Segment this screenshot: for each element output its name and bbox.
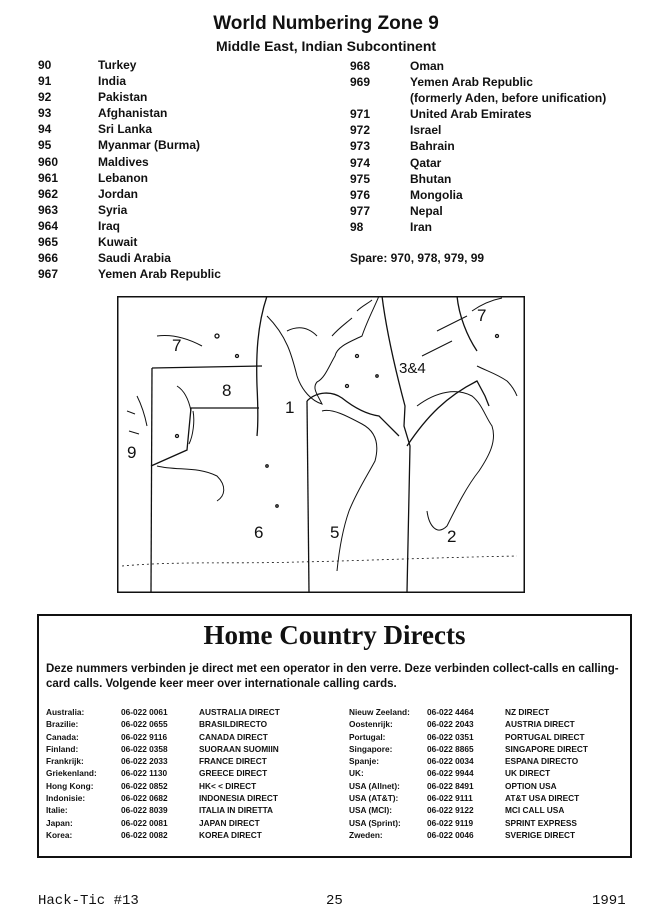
direct-number: 06-022 0655 bbox=[121, 719, 168, 730]
country-name: Kuwait bbox=[98, 235, 138, 250]
country-name: Yemen Arab Republic bbox=[410, 75, 533, 90]
direct-country: Singapore: bbox=[349, 743, 393, 754]
dialing-code: 971 bbox=[350, 107, 371, 122]
zone-label: 2 bbox=[447, 527, 457, 546]
dialing-code: 961 bbox=[38, 170, 59, 185]
country-code-row bbox=[350, 138, 606, 154]
direct-country: Zweden: bbox=[349, 829, 383, 840]
zone-label: 3&4 bbox=[399, 360, 426, 377]
direct-number: 06-022 9119 bbox=[427, 817, 474, 828]
country-name: Israel bbox=[410, 123, 442, 138]
country-name: Bahrain bbox=[410, 139, 455, 154]
country-code-row bbox=[350, 171, 606, 187]
direct-service: CANADA DIRECT bbox=[199, 731, 268, 742]
direct-row bbox=[349, 767, 588, 779]
dialing-code: 94 bbox=[38, 122, 52, 137]
country-code-row bbox=[38, 137, 221, 153]
direct-row bbox=[46, 829, 280, 841]
direct-service: SPRINT EXPRESS bbox=[505, 817, 577, 828]
dialing-code: 969 bbox=[350, 75, 371, 90]
direct-country: Finland: bbox=[46, 743, 79, 754]
dialing-code: 92 bbox=[38, 90, 52, 105]
direct-number: 06-022 4464 bbox=[427, 707, 474, 717]
dialing-code: 966 bbox=[38, 251, 59, 266]
page-title: World Numbering Zone 9 bbox=[213, 13, 439, 34]
country-code-list-left bbox=[38, 57, 221, 282]
zone-label: 7 bbox=[477, 306, 487, 325]
country-name: Bhutan bbox=[410, 171, 452, 186]
dialing-code: 93 bbox=[38, 106, 52, 121]
dialing-code: 977 bbox=[350, 203, 371, 218]
directs-list-left bbox=[46, 706, 280, 841]
country-code-row bbox=[38, 170, 221, 186]
country-code-row bbox=[350, 58, 606, 74]
direct-number: 06-022 2043 bbox=[427, 719, 474, 730]
country-code-row bbox=[350, 122, 606, 138]
country-name: Afghanistan bbox=[98, 106, 168, 121]
country-code-row bbox=[38, 154, 221, 170]
dialing-code: 960 bbox=[38, 154, 59, 169]
direct-country: USA (MCI): bbox=[349, 805, 393, 816]
country-code-row bbox=[350, 106, 606, 122]
directs-list-right bbox=[349, 706, 588, 841]
footer-publication: Hack-Tic #13 bbox=[38, 893, 139, 909]
world-zone-map bbox=[117, 296, 525, 593]
direct-row bbox=[46, 767, 280, 779]
direct-number: 06-022 0682 bbox=[121, 793, 168, 804]
dialing-code: 973 bbox=[350, 139, 371, 154]
direct-row bbox=[349, 731, 588, 743]
zone-label: 7 bbox=[172, 336, 182, 355]
direct-country: USA (Sprint): bbox=[349, 817, 401, 828]
country-code-row bbox=[38, 202, 221, 218]
direct-country: Griekenland: bbox=[46, 768, 97, 779]
direct-row bbox=[46, 718, 280, 730]
country-name: Maldives bbox=[98, 154, 149, 169]
direct-service: NZ DIRECT bbox=[505, 707, 550, 717]
country-name: Mongolia bbox=[410, 187, 463, 202]
direct-number: 06-022 0082 bbox=[121, 829, 168, 840]
country-name: Nepal bbox=[410, 203, 443, 218]
direct-service: JAPAN DIRECT bbox=[199, 817, 260, 828]
dialing-code: 90 bbox=[38, 58, 52, 72]
country-name: Pakistan bbox=[98, 90, 148, 105]
direct-country: USA (AT&T): bbox=[349, 793, 399, 804]
direct-country: Korea: bbox=[46, 829, 73, 840]
direct-number: 06-022 0358 bbox=[121, 743, 168, 754]
dialing-code: 975 bbox=[350, 171, 371, 186]
direct-country: Hong Kong: bbox=[46, 780, 94, 791]
direct-row bbox=[349, 829, 588, 841]
direct-row bbox=[349, 706, 588, 718]
dialing-code: 95 bbox=[38, 138, 52, 153]
country-name: Sri Lanka bbox=[98, 122, 153, 137]
country-code-row bbox=[38, 121, 221, 137]
zone-label: 6 bbox=[254, 523, 264, 542]
direct-number: 06-022 0034 bbox=[427, 756, 474, 767]
country-code-row bbox=[350, 155, 606, 171]
country-name: Yemen Arab Republic bbox=[98, 267, 221, 282]
dialing-code: 972 bbox=[350, 123, 371, 138]
direct-service: MCI CALL USA bbox=[505, 805, 565, 816]
dialing-code: 91 bbox=[38, 74, 52, 89]
direct-service: FRANCE DIRECT bbox=[199, 756, 267, 767]
country-name: Saudi Arabia bbox=[98, 251, 171, 266]
direct-row bbox=[46, 780, 280, 792]
direct-service: SUORAAN SUOMIIN bbox=[199, 743, 279, 754]
dialing-code: 963 bbox=[38, 202, 59, 217]
direct-country: Oostenrijk: bbox=[349, 719, 393, 730]
direct-country: Canada: bbox=[46, 731, 79, 742]
spare-codes: Spare: 970, 978, 979, 99 bbox=[350, 251, 485, 265]
country-code-row bbox=[350, 203, 606, 219]
direct-number: 06-022 9111 bbox=[427, 793, 473, 804]
footer-year: 1991 bbox=[592, 893, 626, 909]
direct-country: Spanje: bbox=[349, 756, 379, 767]
direct-row bbox=[46, 755, 280, 767]
direct-number: 06-022 9944 bbox=[427, 768, 474, 779]
country-name: Oman bbox=[410, 59, 445, 73]
dialing-code: 967 bbox=[38, 267, 59, 282]
direct-number: 06-022 0081 bbox=[121, 817, 168, 828]
country-code-row bbox=[38, 73, 221, 89]
direct-country: Australia: bbox=[46, 707, 85, 717]
country-code-row bbox=[38, 218, 221, 234]
country-code-list-right bbox=[350, 58, 606, 235]
direct-row bbox=[46, 743, 280, 755]
country-code-row bbox=[350, 74, 606, 90]
country-code-row bbox=[350, 90, 606, 106]
country-name: Turkey bbox=[98, 58, 137, 72]
direct-service: HK< < DIRECT bbox=[199, 780, 257, 791]
directs-title: Home Country Directs bbox=[203, 620, 466, 650]
zone-label: 5 bbox=[330, 523, 340, 542]
country-code-row bbox=[38, 250, 221, 266]
dialing-code: 974 bbox=[350, 155, 371, 170]
country-code-row bbox=[38, 57, 221, 73]
direct-country: Italie: bbox=[46, 805, 68, 816]
direct-number: 06-022 9122 bbox=[427, 805, 474, 816]
direct-number: 06-022 0061 bbox=[121, 707, 168, 717]
dialing-code: 976 bbox=[350, 187, 371, 202]
direct-country: Brazilie: bbox=[46, 719, 79, 730]
country-code-row bbox=[350, 219, 606, 235]
footer-page-number: 25 bbox=[326, 893, 343, 909]
direct-country: Indonisie: bbox=[46, 793, 86, 804]
direct-service: AT&T USA DIRECT bbox=[505, 793, 580, 804]
direct-row bbox=[349, 817, 588, 829]
direct-number: 06-022 0046 bbox=[427, 829, 474, 840]
direct-service: ITALIA IN DIRETTA bbox=[199, 805, 274, 816]
country-name: Syria bbox=[98, 202, 128, 217]
direct-service: AUSTRIA DIRECT bbox=[505, 719, 575, 730]
country-name: (formerly Aden, before unification) bbox=[410, 91, 607, 106]
direct-row bbox=[349, 743, 588, 755]
direct-service: INDONESIA DIRECT bbox=[199, 793, 278, 804]
direct-service: AUSTRALIA DIRECT bbox=[199, 707, 280, 717]
country-name: Myanmar (Burma) bbox=[98, 138, 201, 153]
direct-row bbox=[46, 792, 280, 804]
direct-country: Japan: bbox=[46, 817, 73, 828]
dialing-code: 968 bbox=[350, 59, 371, 73]
direct-row bbox=[46, 817, 280, 829]
country-code-row bbox=[38, 89, 221, 105]
direct-service: GREECE DIRECT bbox=[199, 768, 268, 779]
country-name: Iraq bbox=[98, 218, 121, 233]
direct-number: 06-022 8491 bbox=[427, 780, 474, 791]
country-name: United Arab Emirates bbox=[410, 107, 532, 122]
direct-number: 06-022 8039 bbox=[121, 805, 168, 816]
direct-service: OPTION USA bbox=[505, 780, 557, 791]
direct-row bbox=[46, 706, 280, 718]
direct-row bbox=[349, 755, 588, 767]
direct-row bbox=[349, 718, 588, 730]
direct-number: 06-022 8865 bbox=[427, 743, 474, 754]
direct-service: KOREA DIRECT bbox=[199, 829, 262, 840]
country-code-row bbox=[38, 234, 221, 250]
direct-service: ESPANA DIRECTO bbox=[505, 756, 579, 767]
country-name: Iran bbox=[410, 219, 433, 234]
dialing-code: 964 bbox=[38, 218, 59, 233]
country-name: Lebanon bbox=[98, 170, 148, 185]
dialing-code: 965 bbox=[38, 235, 59, 250]
direct-service: BRASILDIRECTO bbox=[199, 719, 268, 730]
dialing-code: 962 bbox=[38, 186, 59, 201]
direct-service: SINGAPORE DIRECT bbox=[505, 743, 588, 754]
direct-country: Portugal: bbox=[349, 731, 386, 742]
direct-row bbox=[46, 804, 280, 816]
direct-country: USA (Allnet): bbox=[349, 780, 400, 791]
direct-row bbox=[349, 780, 588, 792]
country-name: Qatar bbox=[410, 155, 442, 170]
directs-intro: Deze nummers verbinden je direct met een operator in den verre. Deze verbinden collect-calls en calling-card calls. Volgende keer meer over internationale calling cards. bbox=[46, 663, 619, 690]
direct-number: 06-022 9116 bbox=[121, 731, 168, 742]
direct-row bbox=[46, 731, 280, 743]
zone-label: 1 bbox=[285, 398, 295, 417]
country-code-row bbox=[38, 266, 221, 282]
country-code-row bbox=[38, 105, 221, 121]
zone-label: 9 bbox=[127, 443, 137, 462]
page-subtitle: Middle East, Indian Subcontinent bbox=[215, 38, 437, 54]
direct-country: Frankrijk: bbox=[46, 756, 84, 767]
country-code-row bbox=[38, 186, 221, 202]
direct-number: 06-022 2033 bbox=[121, 756, 168, 767]
direct-number: 06-022 0351 bbox=[427, 731, 474, 742]
direct-country: UK: bbox=[349, 768, 364, 779]
dialing-code: 98 bbox=[350, 219, 364, 234]
direct-row bbox=[349, 792, 588, 804]
direct-number: 06-022 1130 bbox=[121, 768, 168, 779]
direct-number: 06-022 0852 bbox=[121, 780, 168, 791]
direct-row bbox=[349, 804, 588, 816]
direct-service: SVERIGE DIRECT bbox=[505, 829, 576, 840]
direct-service: PORTUGAL DIRECT bbox=[505, 731, 585, 742]
direct-country: Nieuw Zeeland: bbox=[349, 707, 410, 717]
country-name: India bbox=[98, 74, 127, 89]
direct-service: UK DIRECT bbox=[505, 768, 551, 779]
zone-label: 8 bbox=[222, 381, 232, 400]
country-name: Jordan bbox=[98, 186, 139, 201]
country-code-row bbox=[350, 187, 606, 203]
